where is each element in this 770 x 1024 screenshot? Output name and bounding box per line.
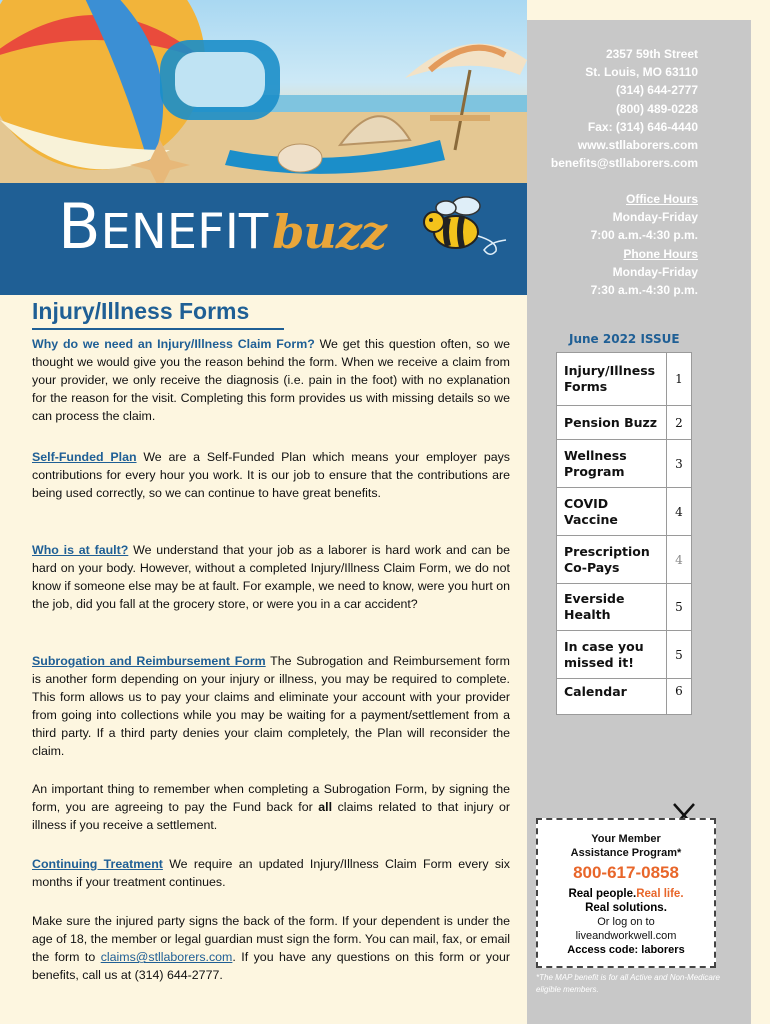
toc-row[interactable] (557, 679, 692, 715)
toc-row[interactable] (557, 406, 692, 440)
paragraph-signature (32, 912, 510, 984)
contact-fax: Fax: (314) 646-4440 (587, 119, 698, 134)
map-coupon (536, 818, 716, 968)
paragraph-body: claims related to that injury or illness if you receive a settlement. (32, 800, 511, 833)
paragraph-lead: Subrogation and Reimbursement Form (32, 654, 266, 668)
paragraph-lead: Continuing Treatment (32, 857, 163, 871)
toc-title: In case you missed it! (557, 631, 667, 679)
paragraph-important (32, 780, 510, 834)
newsletter-logo (58, 190, 387, 263)
map-title: Your Member Assistance Program* (570, 833, 682, 859)
paragraph-body: An important thing to remember when completing a Subrogation Form, by signing the form, you are agreeing to pay the Fund back for (32, 782, 510, 815)
paragraph-body: We require an updated Injury/Illness Claim Form every six months if your treatment continues. (32, 857, 510, 890)
logo-initial: B (58, 190, 101, 263)
office-hours-days: Monday-Friday (612, 210, 698, 225)
paragraph-self-funded (32, 448, 510, 502)
toc-page: 4 (666, 488, 691, 536)
toc-page: 3 (666, 440, 691, 488)
toc-page: 5 (666, 631, 691, 679)
toc-title: COVID Vaccine (557, 488, 667, 536)
toc-title: Prescription Co-Pays (557, 536, 667, 584)
paragraph-lead: Who is at fault? (32, 543, 129, 557)
paragraph-continuing (32, 855, 510, 891)
office-hours-label: Office Hours (625, 192, 698, 206)
map-site-link[interactable]: liveandworkwell.com (575, 930, 677, 942)
toc-row[interactable] (557, 536, 692, 584)
map-access-code: Access code: laborers (567, 944, 685, 956)
claims-email-link[interactable]: claims@stllaborers.com (100, 950, 233, 965)
toc-title: Everside Health (557, 584, 667, 631)
contact-phone-local: (314) 644-2777 (615, 83, 698, 98)
map-footnote: *The MAP benefit is for all Active and Non-Medicare eligible members. (536, 973, 720, 994)
office-hours-time: 7:00 a.m.-4:30 p.m. (590, 228, 698, 243)
map-login-text: Or log on to (597, 916, 655, 928)
paragraph-body: We get this question often, so we thought we would give you the reason behind the form. When we receive a claim from your provider, we only receive the diagnosis (i.e. pain in the foot) with no explanation for the reason for the visit. Completing this form provides us with missing details so we can process the claim. (32, 337, 510, 424)
toc-row[interactable] (557, 584, 692, 631)
contact-email-link[interactable]: benefits@stllaborers.com (550, 156, 698, 171)
toc-row[interactable] (557, 440, 692, 488)
contact-street: 2357 59th Street (605, 47, 698, 61)
toc-page: 6 (666, 679, 691, 715)
phone-hours-time: 7:30 a.m.-4:30 p.m. (590, 283, 698, 298)
paragraph-body: We understand that your job as a laborer is hard work and can be hard on your body. However, without a completed Injury/Illness Claim Form, we do not know if someone else may be at fault. For example, we need to know, were you hurt on the job, did you fall at the grocery store, or were you in a car accident? (32, 543, 510, 612)
map-tagline-people: Real people. (568, 888, 637, 900)
phone-hours-label: Phone Hours (623, 246, 698, 261)
logo-buzz: buzz (272, 205, 387, 259)
paragraph-body: . If you have any questions on this form or your benefits, call us at (314) 644-2777. (32, 950, 510, 983)
article-heading: Injury/Illness Forms (32, 298, 284, 330)
toc-page: 2 (666, 406, 691, 440)
toc-row[interactable] (557, 631, 692, 679)
phone-hours-days: Monday-Friday (612, 264, 698, 279)
contact-website-link[interactable]: www.stllaborers.com (577, 138, 698, 153)
toc-row[interactable] (557, 488, 692, 536)
toc-title: Calendar (557, 679, 667, 715)
contact-phone-tollfree: (800) 489-0228 (615, 101, 698, 116)
map-tagline-life: Real life. (636, 888, 684, 900)
logo-word: ENEFIT (100, 204, 269, 260)
paragraph-lead: Why do we need an Injury/Illness Claim Form? (32, 337, 315, 351)
table-of-contents (556, 352, 692, 715)
contact-city: St. Louis, MO 63110 (585, 65, 698, 80)
paragraph-body: The Subrogation and Reimbursement form is another form depending on your injury or illness, you may be required to complete. This form allows us to pay your claims and eliminate your account with your provider from going into collections while you may be waiting for a payment/settlement from a third party. If a third party denies your claim completely, the Plan will reconsider the claim. (32, 654, 510, 759)
toc-title: Injury/Illness Forms (557, 353, 667, 406)
map-tagline-solutions: Real solutions. (585, 902, 667, 914)
hero-beach-image (0, 0, 527, 183)
paragraph-body: We are a Self-Funded Plan which means your employer pays contributions for every hour you work. It is our job to ensure that the contributions are being used correctly, so we can continue to have great benefits. (32, 450, 510, 501)
map-phone[interactable]: 800-617-0858 (573, 863, 679, 882)
paragraph-emphasis: all (318, 800, 333, 815)
paragraph-why (32, 335, 510, 425)
paragraph-subrogation (32, 652, 510, 761)
paragraph-fault (32, 541, 510, 613)
toc-page: 5 (666, 584, 691, 631)
contact-block (458, 45, 698, 172)
toc-page: 4 (666, 536, 691, 584)
hours-block (498, 190, 698, 299)
paragraph-body: Make sure the injured party signs the back of the form. If your dependent is under the age of 18, the member or legal guardian must sign the form. You can mail, fax, or email the form to (32, 914, 510, 965)
map-tagline (538, 887, 714, 901)
toc-title: Wellness Program (557, 440, 667, 488)
toc-title: Pension Buzz (557, 406, 667, 440)
issue-date: June 2022 ISSUE (569, 332, 680, 346)
paragraph-lead: Self-Funded Plan (32, 450, 137, 464)
toc-row[interactable] (557, 353, 692, 406)
toc-page: 1 (666, 353, 691, 406)
